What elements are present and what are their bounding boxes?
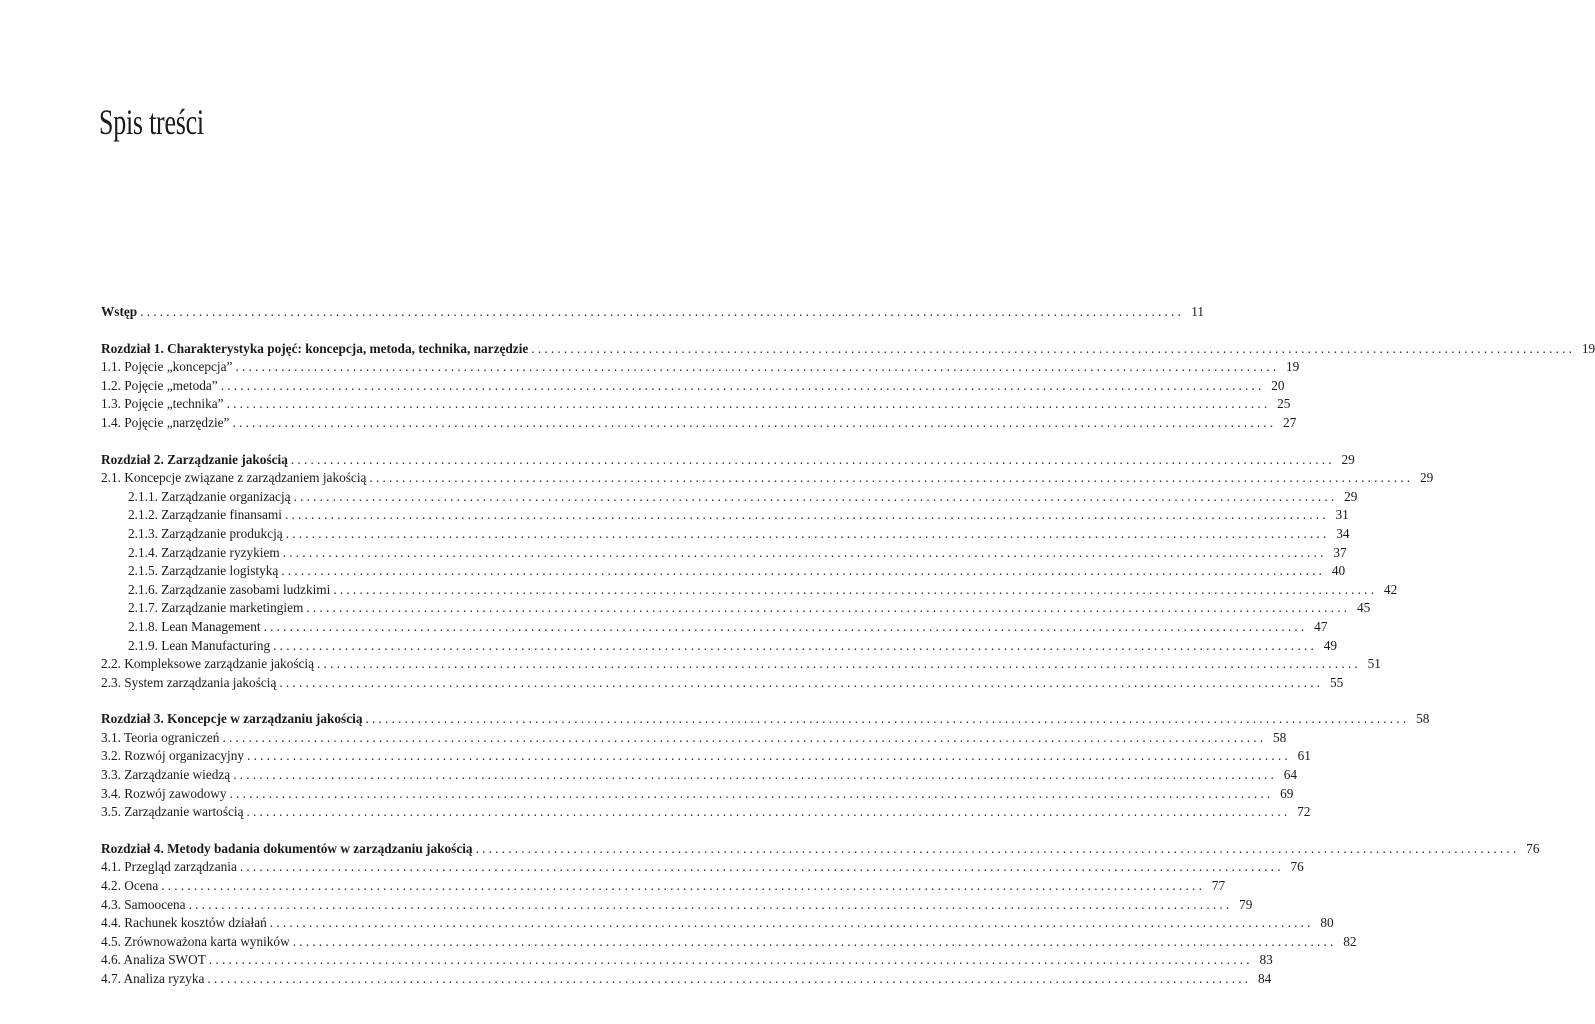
toc-entry-label: 3.2. Rozwój organizacyjny bbox=[101, 748, 245, 764]
toc-chapter-entry bbox=[101, 451, 1355, 470]
dot-leader: ................................................................................................................................................................ bbox=[282, 544, 1327, 560]
toc-entry bbox=[101, 896, 1253, 915]
toc-entry bbox=[101, 358, 1300, 377]
toc-entry bbox=[101, 469, 1434, 488]
toc-entry bbox=[101, 637, 1338, 656]
dot-leader: ................................................................................................................................................................ bbox=[208, 952, 1253, 968]
toc-page-number: 42 bbox=[1383, 581, 1398, 597]
toc-entry bbox=[101, 414, 1297, 433]
toc-entry bbox=[101, 877, 1226, 896]
toc-entry-label: Rozdział 4. Metody badania dokumentów w zarządzaniu jakością bbox=[101, 840, 473, 856]
toc-entry bbox=[101, 858, 1304, 877]
dot-leader: ................................................................................................................................................................ bbox=[281, 563, 1326, 579]
toc-page-number: 76 bbox=[1290, 859, 1304, 875]
toc-entry-label: 4.6. Analiza SWOT bbox=[101, 952, 206, 968]
toc-entry bbox=[101, 674, 1344, 693]
toc-entry-label: 4.2. Ocena bbox=[101, 878, 159, 894]
toc-page-number: 37 bbox=[1333, 544, 1347, 560]
toc-entry bbox=[101, 766, 1298, 785]
toc-entry-label: 2.1.4. Zarządzanie ryzykiem bbox=[128, 544, 280, 560]
toc-page-number: 51 bbox=[1367, 656, 1381, 672]
toc-entry bbox=[101, 395, 1291, 414]
toc-entry bbox=[101, 506, 1349, 525]
toc-section bbox=[101, 340, 1595, 433]
toc-entry-label: 2.1.3. Zarządzanie produkcją bbox=[128, 525, 283, 541]
dot-leader: ................................................................................................................................................................ bbox=[246, 804, 1291, 820]
toc-entry-label: 1.4. Pojęcie „narzędzie” bbox=[101, 414, 230, 430]
toc-page-number: 29 bbox=[1420, 470, 1434, 486]
dot-leader: ................................................................................................................................................................ bbox=[365, 711, 1410, 727]
table-of-contents bbox=[101, 303, 1595, 1007]
toc-entry bbox=[101, 377, 1285, 396]
toc-page-number: 64 bbox=[1283, 767, 1298, 783]
toc-entry bbox=[101, 525, 1350, 544]
dot-leader: ................................................................................................................................................................ bbox=[235, 359, 1280, 375]
toc-chapter-entry bbox=[101, 340, 1595, 359]
dot-leader: ................................................................................................................................................................ bbox=[207, 971, 1252, 986]
toc-entry-label: 4.5. Zrównoważona karta wyników bbox=[101, 933, 290, 949]
toc-page-number: 31 bbox=[1335, 507, 1349, 523]
dot-leader: ................................................................................................................................................................ bbox=[269, 915, 1314, 931]
dot-leader: ................................................................................................................................................................ bbox=[229, 785, 1274, 801]
dot-leader: ................................................................................................................................................................ bbox=[222, 729, 1267, 745]
toc-section bbox=[101, 303, 1205, 322]
dot-leader: ................................................................................................................................................................ bbox=[232, 414, 1277, 430]
toc-page-number: 58 bbox=[1273, 729, 1287, 745]
toc-page-number: 69 bbox=[1280, 785, 1294, 801]
toc-entry-label: 4.7. Analiza ryzyka bbox=[101, 971, 205, 986]
dot-leader: ................................................................................................................................................................ bbox=[531, 340, 1576, 356]
toc-entry bbox=[101, 729, 1287, 748]
toc-entry bbox=[101, 618, 1328, 637]
toc-entry bbox=[101, 951, 1273, 970]
dot-leader: ................................................................................................................................................................ bbox=[475, 840, 1520, 856]
toc-entry-label: 4.1. Przegląd zarządzania bbox=[101, 859, 237, 875]
toc-entry-label: 3.1. Teoria ograniczeń bbox=[101, 729, 220, 745]
toc-page-number: 84 bbox=[1257, 971, 1272, 986]
toc-page-number: 58 bbox=[1416, 711, 1430, 727]
toc-page-number: 80 bbox=[1320, 915, 1334, 931]
toc-entry-label: 2.1.5. Zarządzanie logistyką bbox=[128, 563, 279, 579]
dot-leader: ................................................................................................................................................................ bbox=[293, 488, 1338, 504]
dot-leader: ................................................................................................................................................................ bbox=[306, 600, 1351, 616]
toc-chapter-entry bbox=[101, 840, 1540, 859]
toc-entry-label: Rozdział 2. Zarządzanie jakością bbox=[101, 451, 288, 467]
toc-entry bbox=[101, 914, 1334, 933]
dot-leader: ................................................................................................................................................................ bbox=[292, 933, 1337, 949]
toc-entry-label: 3.4. Rozwój zawodowy bbox=[101, 785, 227, 801]
toc-entry-label: 3.5. Zarządzanie wartością bbox=[101, 804, 244, 820]
toc-entry bbox=[101, 747, 1311, 766]
dot-leader: ................................................................................................................................................................ bbox=[317, 656, 1361, 672]
toc-entry-label: 1.2. Pojęcie „metoda” bbox=[101, 377, 218, 393]
toc-entry bbox=[101, 933, 1357, 952]
toc-page-number: 29 bbox=[1341, 451, 1355, 467]
toc-page-number: 40 bbox=[1331, 563, 1346, 579]
toc-entry bbox=[101, 785, 1294, 804]
toc-page-number: 25 bbox=[1277, 396, 1291, 412]
toc-entry bbox=[101, 655, 1381, 674]
dot-leader: ................................................................................................................................................................ bbox=[333, 581, 1378, 597]
dot-leader: ................................................................................................................................................................ bbox=[226, 396, 1271, 412]
toc-entry-label: Rozdział 1. Charakterystyka pojęć: koncepcja, metoda, technika, narzędzie bbox=[101, 340, 529, 356]
dot-leader: ................................................................................................................................................................ bbox=[285, 525, 1330, 541]
dot-leader: ................................................................................................................................................................ bbox=[220, 377, 1265, 393]
page-title: Spis treści bbox=[99, 102, 204, 142]
toc-page-number: 79 bbox=[1239, 896, 1253, 912]
toc-entry bbox=[101, 803, 1311, 822]
toc-section bbox=[101, 840, 1540, 989]
toc-page-number: 72 bbox=[1297, 804, 1311, 820]
toc-page-number: 82 bbox=[1343, 933, 1357, 949]
toc-entry-label: 4.3. Samoocena bbox=[101, 896, 186, 912]
toc-entry-label: Rozdział 3. Koncepcje w zarządzaniu jakością bbox=[101, 711, 363, 727]
toc-page-number: 29 bbox=[1344, 488, 1358, 504]
toc-page-number: 34 bbox=[1336, 525, 1350, 541]
toc-page-number: 55 bbox=[1329, 674, 1344, 690]
toc-page-number: 77 bbox=[1211, 878, 1226, 894]
toc-entry bbox=[101, 562, 1346, 581]
toc-page-number: 61 bbox=[1297, 748, 1311, 764]
toc-page-number: 20 bbox=[1271, 377, 1285, 393]
dot-leader: ................................................................................................................................................................ bbox=[279, 674, 1324, 690]
toc-chapter-entry bbox=[101, 710, 1430, 729]
toc-page-number: 76 bbox=[1526, 840, 1540, 856]
toc-entry-label: 2.1.1. Zarządzanie organizacją bbox=[128, 488, 291, 504]
toc-page-number: 27 bbox=[1283, 414, 1297, 430]
toc-page-number: 83 bbox=[1259, 952, 1273, 968]
dot-leader: ................................................................................................................................................................ bbox=[290, 451, 1335, 467]
toc-entry-label: 2.1. Koncepcje związane z zarządzaniem jakością bbox=[101, 470, 367, 486]
toc-page-number: 19 bbox=[1286, 359, 1300, 375]
dot-leader: ................................................................................................................................................................ bbox=[247, 748, 1291, 764]
toc-chapter-entry bbox=[101, 303, 1205, 322]
dot-leader: ................................................................................................................................................................ bbox=[161, 878, 1206, 894]
toc-section bbox=[101, 710, 1430, 822]
dot-leader: ................................................................................................................................................................ bbox=[273, 637, 1318, 653]
toc-page-number: 49 bbox=[1323, 637, 1338, 653]
toc-entry bbox=[101, 599, 1371, 618]
toc-entry-label: 1.3. Pojęcie „technika” bbox=[101, 396, 224, 412]
toc-entry bbox=[101, 544, 1347, 563]
toc-page-number: 47 bbox=[1314, 618, 1328, 634]
dot-leader: ................................................................................................................................................................ bbox=[140, 304, 1185, 319]
dot-leader: ................................................................................................................................................................ bbox=[369, 470, 1414, 486]
toc-entry-label: Wstęp bbox=[101, 304, 138, 319]
toc-entry-label: 3.3. Zarządzanie wiedzą bbox=[101, 767, 231, 783]
dot-leader: ................................................................................................................................................................ bbox=[284, 507, 1329, 523]
toc-entry-label: 2.3. System zarządzania jakością bbox=[101, 674, 277, 690]
toc-entry bbox=[101, 488, 1358, 507]
dot-leader: ................................................................................................................................................................ bbox=[188, 896, 1233, 912]
toc-section bbox=[101, 451, 1434, 693]
toc-entry-label: 2.1.7. Zarządzanie marketingiem bbox=[128, 600, 304, 616]
toc-entry bbox=[101, 581, 1398, 600]
toc-entry bbox=[101, 970, 1272, 989]
toc-entry-label: 2.1.2. Zarządzanie finansami bbox=[128, 507, 282, 523]
toc-entry-label: 1.1. Pojęcie „koncepcja” bbox=[101, 359, 233, 375]
toc-page-number: 19 bbox=[1581, 340, 1595, 356]
toc-entry-label: 2.1.9. Lean Manufacturing bbox=[128, 637, 271, 653]
dot-leader: ................................................................................................................................................................ bbox=[263, 618, 1308, 634]
toc-page-number: 45 bbox=[1356, 600, 1371, 616]
toc-entry-label: 4.4. Rachunek kosztów działań bbox=[101, 915, 267, 931]
toc-entry-label: 2.1.6. Zarządzanie zasobami ludzkimi bbox=[128, 581, 331, 597]
toc-entry-label: 2.1.8. Lean Management bbox=[128, 618, 261, 634]
toc-page-number: 11 bbox=[1191, 304, 1205, 319]
dot-leader: ................................................................................................................................................................ bbox=[239, 859, 1284, 875]
dot-leader: ................................................................................................................................................................ bbox=[233, 767, 1278, 783]
toc-entry-label: 2.2. Kompleksowe zarządzanie jakością bbox=[101, 656, 315, 672]
